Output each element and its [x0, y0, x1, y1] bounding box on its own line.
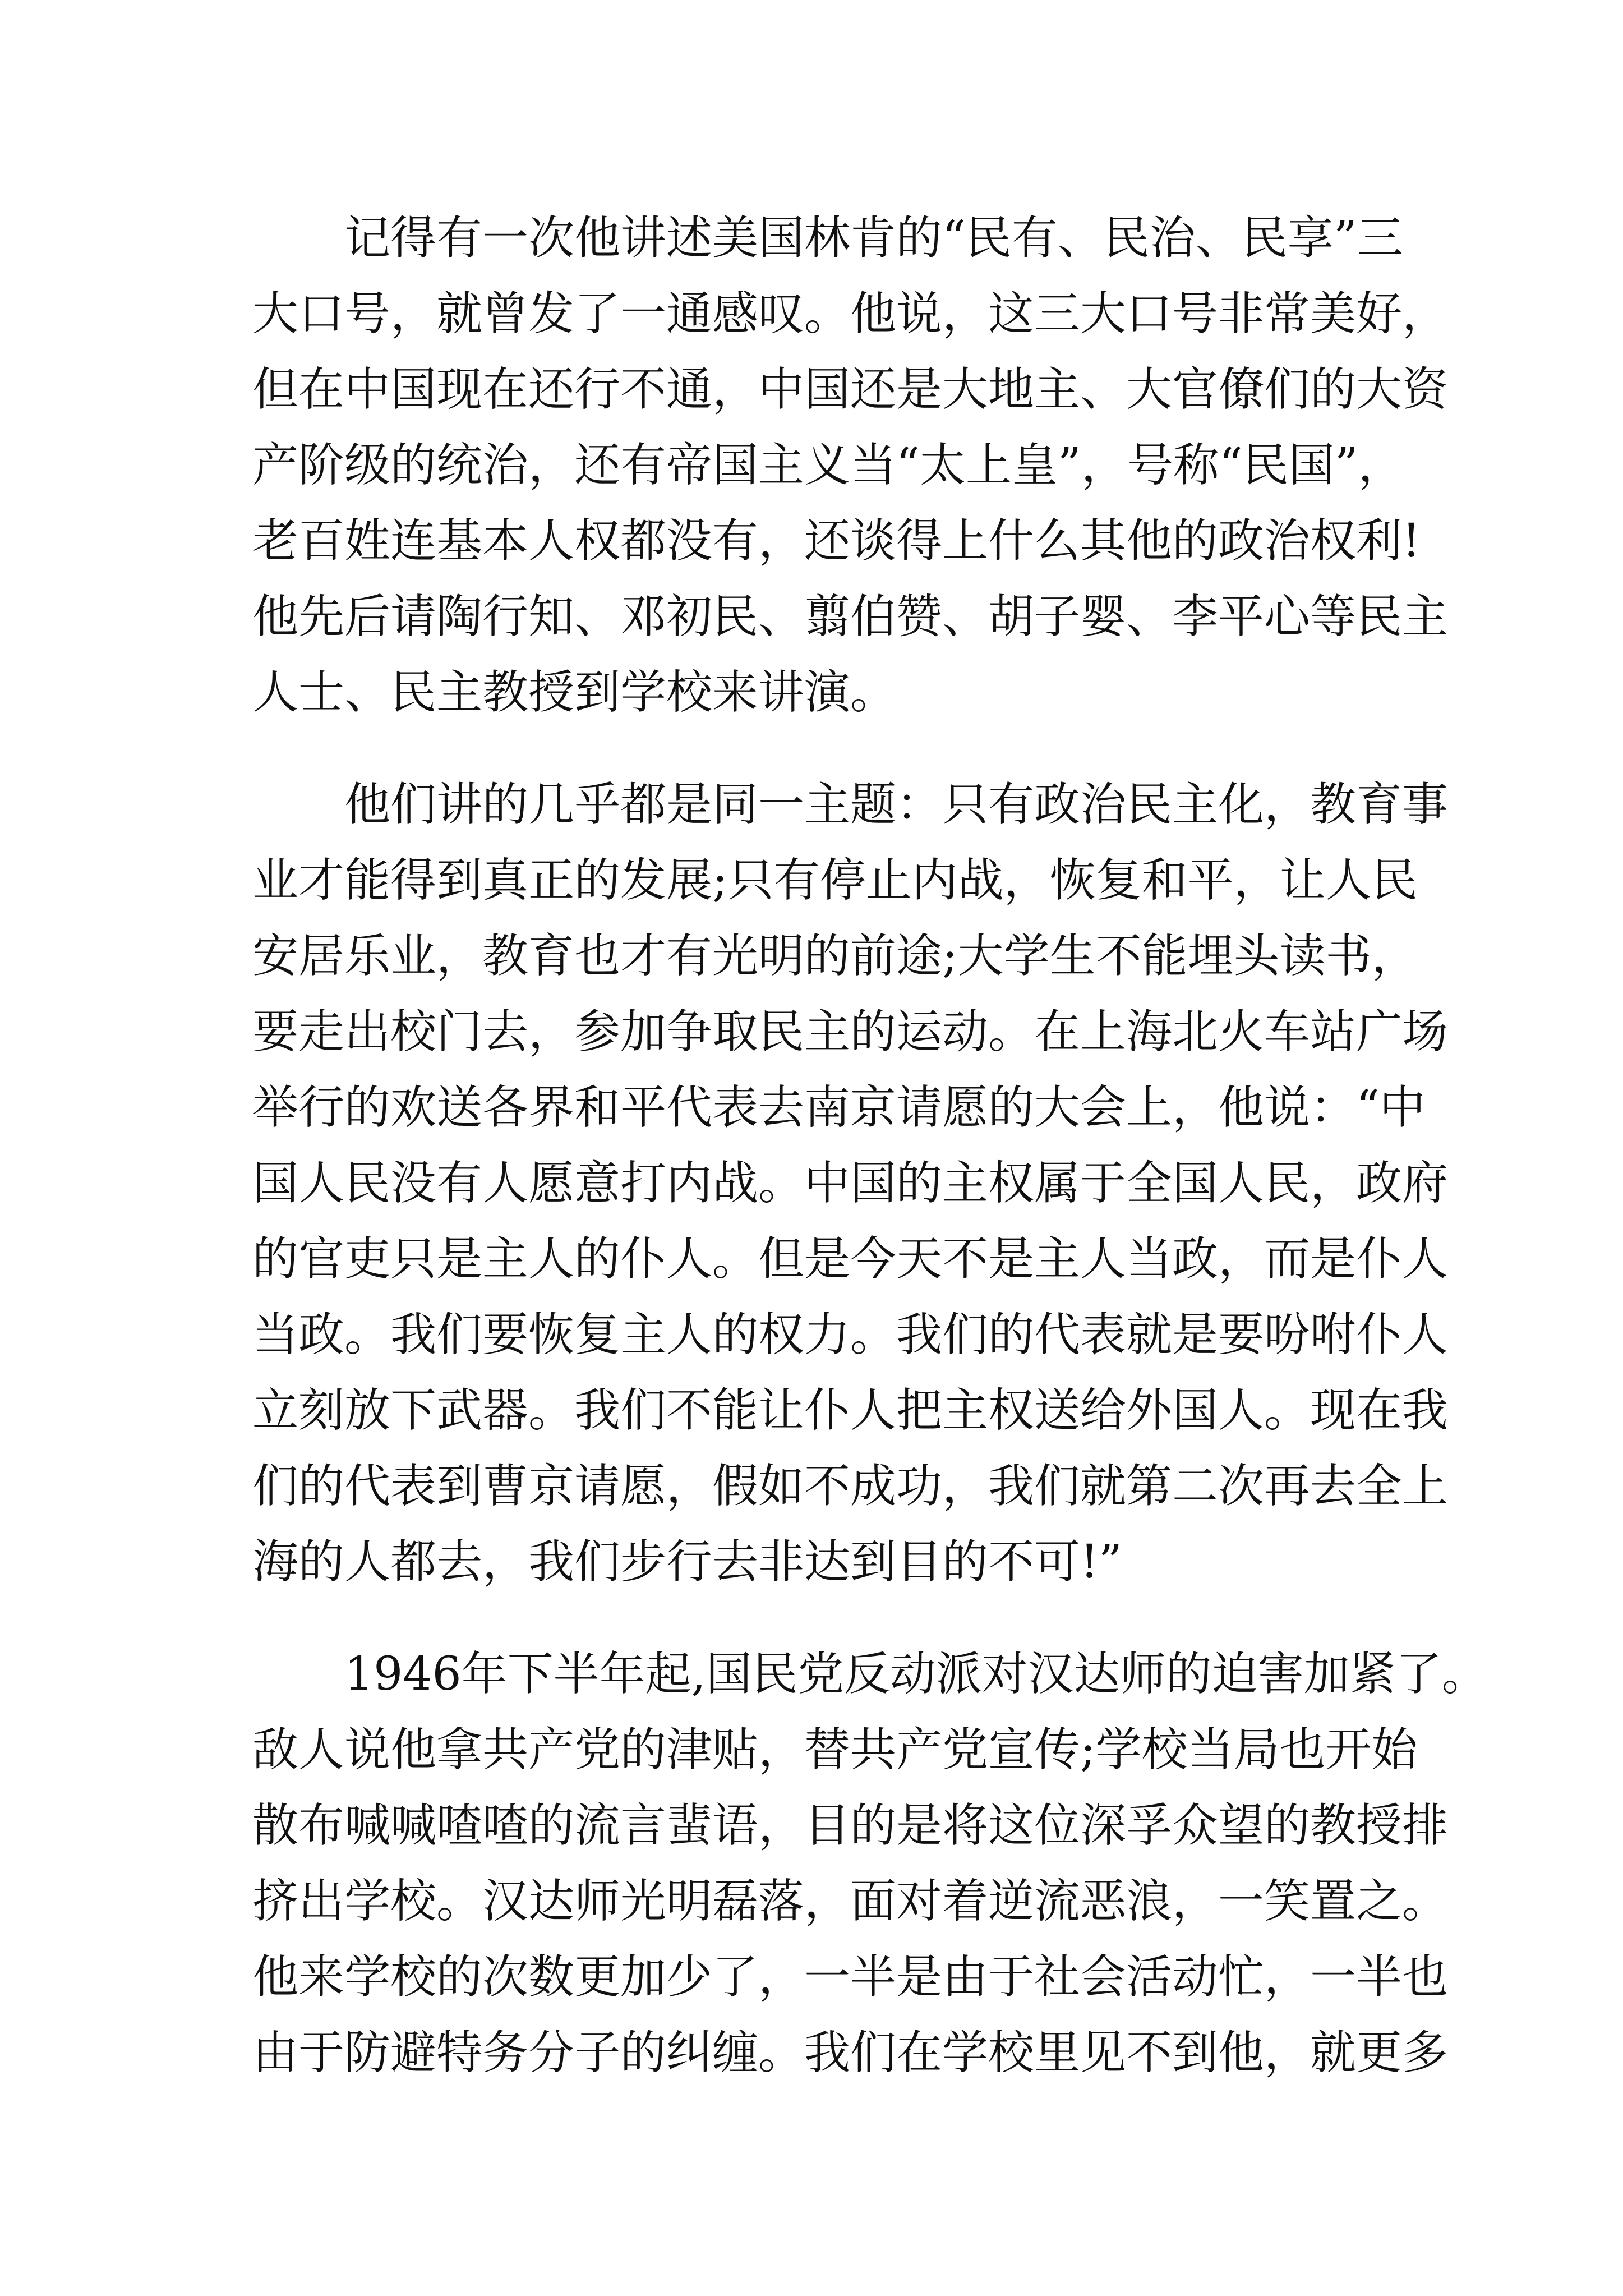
paragraph-2-line-8: 当政。我们要恢复主人的权力。我们的代表就是要吩咐仆人: [252, 1308, 1449, 1361]
paragraph-2-line-9: 立刻放下武器。我们不能让仆人把主权送给外国人。现在我: [252, 1384, 1449, 1437]
paragraph-1-line-7: 人士、民主教授到学校来讲演。: [252, 666, 897, 719]
paragraph-3-line-6: 由于防避特务分子的纠缠。我们在学校里见不到他，就更多: [252, 2026, 1449, 2079]
paragraph-1-line-1: 记得有一次他讲述美国林肯的“民有、民治、民享”三: [344, 211, 1403, 265]
paragraph-2-line-6: 国人民没有人愿意打内战。中国的主权属于全国人民，政府: [252, 1157, 1449, 1210]
paragraph-1-line-5: 老百姓连基本人权都没有，还谈得上什么其他的政治权利!: [252, 514, 1421, 568]
paragraph-1-line-3: 但在中国现在还行不通，中国还是大地主、大官僚们的大资: [252, 363, 1449, 416]
paragraph-3-line-2: 敌人说他拿共产党的津贴，替共产党宣传;学校当局也开始: [252, 1723, 1418, 1777]
paragraph-1-line-4: 产阶级的统治，还有帝国主义当“太上皇”，号称“民国”，: [252, 439, 1404, 492]
paragraph-2-line-10: 们的代表到曹京请愿，假如不成功，我们就第二次再去全上: [252, 1460, 1449, 1513]
paragraph-2-line-3: 安居乐业，教育也才有光明的前途;大学生不能埋头读书，: [252, 930, 1418, 983]
paragraph-3-line-4: 挤出学校。汉达师光明磊落，面对着逆流恶浪，一笑置之。: [252, 1875, 1449, 1928]
paragraph-2-line-5: 举行的欢送各界和平代表去南京请愿的大会上，他说：“中: [252, 1081, 1426, 1134]
paragraph-2-line-4: 要走出校门去，参加争取民主的运动。在上海北火车站广场: [252, 1005, 1449, 1059]
paragraph-3-line-5: 他来学校的次数更加少了，一半是由于社会活动忙，一半也: [252, 1950, 1449, 2004]
paragraph-1-line-6: 他先后请陶行知、邓初民、翦伯赞、胡子婴、李平心等民主: [252, 590, 1449, 643]
paragraph-3-line-3: 散布喊喊喳喳的流言蜚语，目的是将这位深孚众望的教授排: [252, 1799, 1449, 1852]
paragraph-1-line-2: 大口号，就曾发了一通感叹。他说，这三大口号非常美好，: [252, 287, 1449, 341]
paragraph-3-line-1: 1946年下半年起,国民党反动派对汉达师的迫害加紧了。: [344, 1648, 1488, 1701]
paragraph-2-line-2: 业才能得到真正的发展;只有停止内战，恢复和平，让人民: [252, 854, 1418, 907]
paragraph-2-line-1: 他们讲的几乎都是同一主题：只有政治民主化，教育事: [344, 778, 1449, 831]
paragraph-2-line-11: 海的人都去，我们步行去非达到目的不可!”: [252, 1535, 1122, 1589]
paragraph-2-line-7: 的官吏只是主人的仆人。但是今天不是主人当政，而是仆人: [252, 1232, 1449, 1286]
